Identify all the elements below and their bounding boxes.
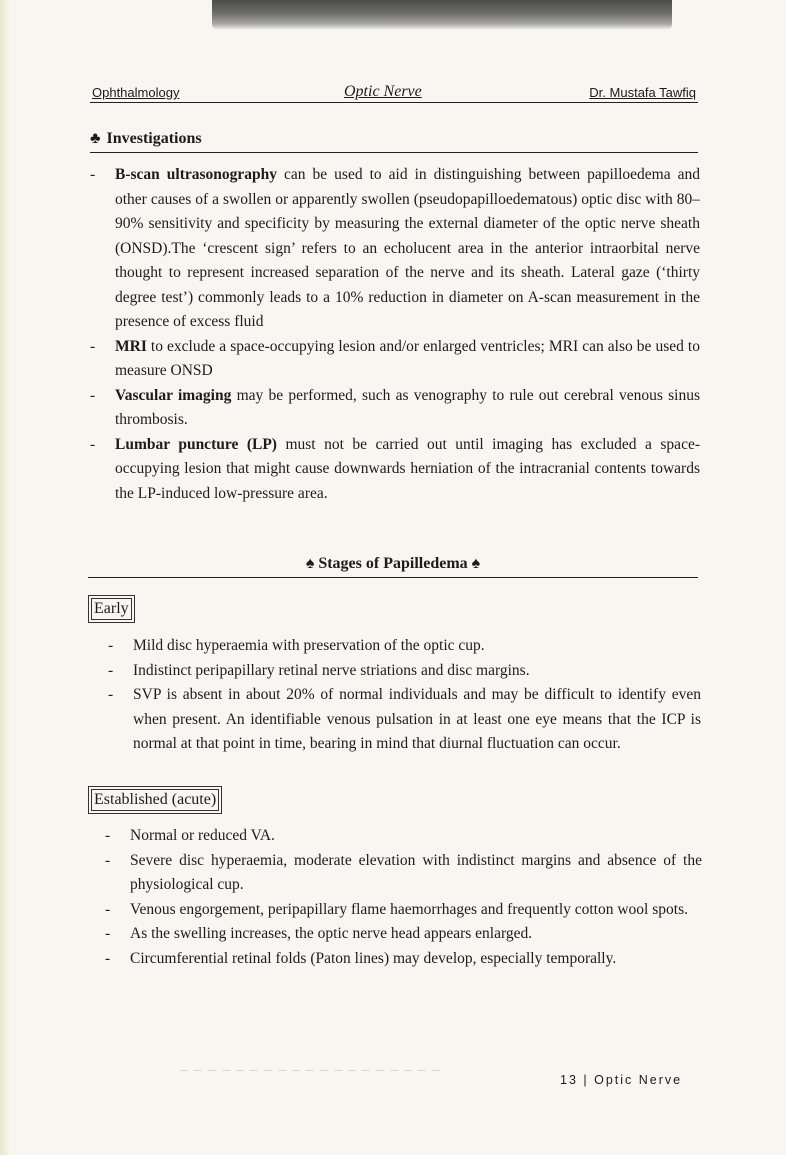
list-item bbox=[90, 433, 700, 507]
bullet-dash: - bbox=[90, 435, 96, 453]
bullet-dash: - bbox=[105, 851, 111, 869]
item-text: may be performed, such as venography to rule out cerebral venous sinus thrombosis. bbox=[115, 386, 700, 428]
list-item bbox=[105, 849, 702, 898]
item-text: Indistinct peripapillary retinal nerve striations and disc margins. bbox=[133, 661, 530, 679]
bullet-dash: - bbox=[105, 925, 111, 942]
spade-icon: ♠ bbox=[305, 555, 315, 572]
list-item bbox=[108, 683, 701, 757]
item-text: Circumferential retinal folds (Paton lines) may develop, especially temporally. bbox=[130, 949, 617, 967]
list-item bbox=[90, 163, 700, 335]
binding-shadow bbox=[212, 0, 672, 30]
item-term: MRI bbox=[115, 337, 147, 355]
early-stage-list bbox=[108, 634, 701, 757]
item-text: to exclude a space-occupying lesion and/or enlarged ventricles; MRI can also be used to measure ONSD bbox=[115, 337, 700, 379]
item-text: Normal or reduced VA. bbox=[130, 827, 275, 844]
header-subject: Ophthalmology bbox=[92, 85, 180, 100]
bullet-dash: - bbox=[105, 949, 111, 967]
early-stage-label: Early bbox=[91, 598, 132, 620]
bullet-dash: - bbox=[108, 637, 114, 654]
page-edge bbox=[0, 0, 10, 1155]
item-text: can be used to aid in distinguishing between papilloedema and other causes of a swollen or apparently swollen (pseudopapilloedematous) optic disc with 80–90% sensitivity and specificity by measuring the external diameter of the optic nerve sheath (ONSD).The ‘crescent sign’ refers to an echolucent area in the anterior intraorbital nerve thought to represent increased separation of the nerve and its sheath. Lateral gaze (‘thirty degree test’) commonly leads to a 10% reduction in diameter on A-scan measurement in the presence of excess fluid bbox=[115, 166, 700, 330]
stages-heading bbox=[88, 555, 698, 578]
spade-icon: ♠ bbox=[471, 555, 481, 572]
item-term: Lumbar puncture (LP) bbox=[115, 435, 277, 453]
acute-stage-list bbox=[105, 824, 702, 971]
list-item bbox=[105, 898, 702, 923]
header-chapter: Optic Nerve bbox=[344, 83, 422, 100]
page-footer: 13 | Optic Nerve bbox=[560, 1073, 683, 1087]
list-item bbox=[105, 824, 702, 849]
item-text: SVP is absent in about 20% of normal individuals and may be difficult to identify even when present. An identifiable venous pulsation in at least one eye means that the ICP is normal at that point in time, bearing in mind that diurnal fluctuation can occur. bbox=[133, 686, 701, 752]
bullet-dash: - bbox=[105, 827, 111, 844]
list-item bbox=[90, 384, 700, 433]
page-header bbox=[90, 84, 698, 103]
investigations-list bbox=[90, 163, 700, 506]
list-item bbox=[90, 335, 700, 384]
item-text: Venous engorgement, peripapillary flame haemorrhages and frequently cotton wool spots. bbox=[130, 900, 688, 918]
list-item bbox=[105, 922, 702, 947]
faint-divider bbox=[180, 1070, 440, 1071]
item-text: Mild disc hyperaemia with preservation of the optic cup. bbox=[133, 637, 485, 654]
bullet-dash: - bbox=[105, 900, 111, 918]
item-text: Severe disc hyperaemia, moderate elevation with indistinct margins and absence of the physiological cup. bbox=[130, 851, 702, 893]
list-item bbox=[108, 634, 701, 659]
list-item bbox=[105, 947, 702, 972]
item-term: Vascular imaging bbox=[115, 386, 232, 404]
item-text: must not be carried out until imaging has excluded a space-occupying lesion that might cause downwards herniation of the intracranial contents towards the LP-induced low-pressure area. bbox=[115, 435, 700, 502]
item-term: B-scan ultrasonography bbox=[115, 166, 278, 183]
club-icon: ♣ bbox=[90, 130, 101, 147]
list-item bbox=[108, 659, 701, 684]
bullet-dash: - bbox=[90, 337, 96, 355]
bullet-dash: - bbox=[90, 386, 96, 404]
bullet-dash: - bbox=[108, 661, 114, 679]
investigations-title: Investigations bbox=[106, 130, 202, 147]
investigations-heading bbox=[90, 130, 698, 153]
bullet-dash: - bbox=[90, 166, 96, 183]
item-text: As the swelling increases, the optic nerve head appears enlarged. bbox=[130, 925, 533, 942]
stages-title: Stages of Papilledema bbox=[318, 555, 468, 572]
acute-stage-label: Established (acute) bbox=[91, 789, 219, 811]
header-author: Dr. Mustafa Tawfiq bbox=[589, 85, 696, 100]
bullet-dash: - bbox=[108, 686, 114, 703]
